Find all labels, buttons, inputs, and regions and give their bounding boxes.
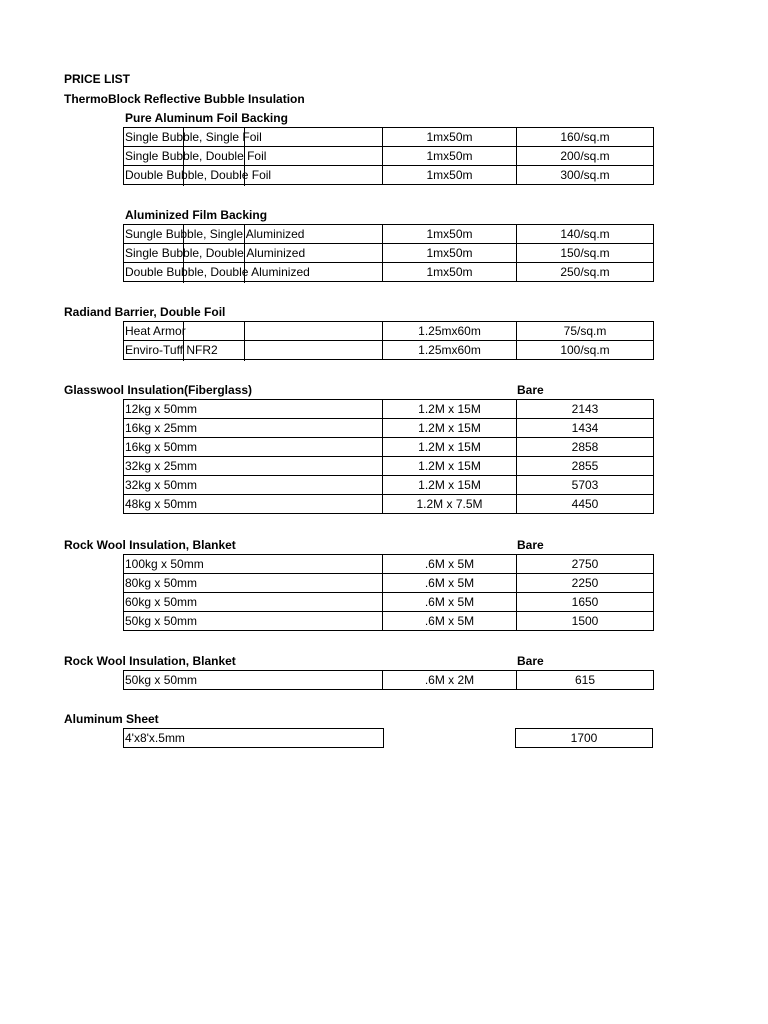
table-row — [124, 128, 654, 147]
table-row — [124, 555, 654, 574]
price-cell: 1650 — [517, 593, 654, 612]
section-heading-rockwool-2: Rock Wool Insulation, Blanket — [64, 654, 236, 668]
desc-cell: 16kg x 25mm — [124, 419, 383, 438]
table-row — [124, 147, 654, 166]
aluminum-desc-cell: 4'x8'x.5mm — [123, 728, 384, 748]
section-heading-glasswool: Glasswool Insulation(Fiberglass) — [64, 383, 253, 397]
price-cell: 2858 — [517, 438, 654, 457]
price-cell: 4450 — [517, 495, 654, 514]
table-row — [124, 322, 654, 341]
desc-cell: Double Bubble, Double Aluminized — [124, 263, 383, 282]
price-cell: 200/sq.m — [517, 147, 654, 166]
size-cell: 1.2M x 15M — [383, 438, 517, 457]
table-row — [124, 438, 654, 457]
size-cell: 1.2M x 15M — [383, 400, 517, 419]
desc-cell: 100kg x 50mm — [124, 555, 383, 574]
size-cell: 1mx50m — [383, 244, 517, 263]
page-title: PRICE LIST — [64, 72, 131, 86]
desc-cell: 50kg x 50mm — [124, 671, 383, 690]
size-cell: 1mx50m — [383, 225, 517, 244]
desc-cell: 80kg x 50mm — [124, 574, 383, 593]
size-cell: 1.25mx60m — [383, 322, 517, 341]
price-cell: 250/sq.m — [517, 263, 654, 282]
desc-cell: 32kg x 25mm — [124, 457, 383, 476]
radiand-table — [123, 321, 654, 360]
table-row — [124, 574, 654, 593]
table-row — [124, 457, 654, 476]
table-row — [124, 593, 654, 612]
column-divider — [244, 224, 245, 283]
table-row — [124, 166, 654, 185]
film-table — [123, 224, 654, 282]
desc-cell: Double Bubble, Double Foil — [124, 166, 383, 185]
size-cell: 1mx50m — [383, 147, 517, 166]
price-cell: 2250 — [517, 574, 654, 593]
rockwool-table — [123, 554, 654, 631]
size-cell: .6M x 5M — [383, 612, 517, 631]
size-cell: 1.2M x 7.5M — [383, 495, 517, 514]
rockwool-2-table — [123, 670, 654, 690]
page-subtitle: ThermoBlock Reflective Bubble Insulation — [64, 92, 305, 106]
desc-cell: 48kg x 50mm — [124, 495, 383, 514]
size-cell: .6M x 2M — [383, 671, 517, 690]
size-cell: .6M x 5M — [383, 574, 517, 593]
desc-cell: 50kg x 50mm — [124, 612, 383, 631]
section-heading-aluminum: Aluminum Sheet — [64, 712, 159, 726]
table-row — [124, 341, 654, 360]
price-cell: 150/sq.m — [517, 244, 654, 263]
aluminum-price-cell: 1700 — [515, 728, 653, 748]
desc-cell: Single Bubble, Single Foil — [124, 128, 383, 147]
size-cell: 1.25mx60m — [383, 341, 517, 360]
size-cell: .6M x 5M — [383, 555, 517, 574]
price-cell: 160/sq.m — [517, 128, 654, 147]
price-cell: 75/sq.m — [517, 322, 654, 341]
desc-cell: Single Bubble, Double Aluminized — [124, 244, 383, 263]
table-row — [124, 263, 654, 282]
glasswool-table — [123, 399, 654, 514]
table-row — [124, 244, 654, 263]
desc-cell: Heat Armor — [124, 322, 383, 341]
section-heading-rockwool: Rock Wool Insulation, Blanket — [64, 538, 236, 552]
section-heading-film: Aluminized Film Backing — [125, 208, 268, 222]
column-divider — [183, 321, 184, 361]
price-cell: 100/sq.m — [517, 341, 654, 360]
desc-cell: 32kg x 50mm — [124, 476, 383, 495]
price-cell: 2143 — [517, 400, 654, 419]
desc-cell: Sungle Bubble, Single Aluminized — [124, 225, 383, 244]
size-cell: 1mx50m — [383, 166, 517, 185]
price-cell: 2750 — [517, 555, 654, 574]
price-cell: 615 — [517, 671, 654, 690]
column-label-bare: Bare — [517, 538, 544, 552]
desc-cell: 16kg x 50mm — [124, 438, 383, 457]
price-cell: 5703 — [517, 476, 654, 495]
size-cell: 1.2M x 15M — [383, 419, 517, 438]
size-cell: 1mx50m — [383, 128, 517, 147]
pure-foil-table — [123, 127, 654, 185]
price-cell: 140/sq.m — [517, 225, 654, 244]
desc-cell: 60kg x 50mm — [124, 593, 383, 612]
table-row — [124, 476, 654, 495]
section-heading-pure-foil: Pure Aluminum Foil Backing — [125, 111, 288, 125]
table-row — [124, 612, 654, 631]
table-row — [124, 671, 654, 690]
desc-cell: Single Bubble, Double Foil — [124, 147, 383, 166]
column-divider — [183, 127, 184, 186]
column-divider — [244, 321, 245, 361]
price-cell: 2855 — [517, 457, 654, 476]
table-row — [124, 225, 654, 244]
column-divider — [183, 224, 184, 283]
column-divider — [244, 127, 245, 186]
size-cell: .6M x 5M — [383, 593, 517, 612]
column-label-bare: Bare — [517, 383, 544, 397]
table-row — [124, 419, 654, 438]
table-row — [124, 495, 654, 514]
desc-cell: 12kg x 50mm — [124, 400, 383, 419]
price-cell: 300/sq.m — [517, 166, 654, 185]
desc-cell: Enviro-Tuff NFR2 — [124, 341, 383, 360]
size-cell: 1.2M x 15M — [383, 457, 517, 476]
size-cell: 1.2M x 15M — [383, 476, 517, 495]
column-label-bare: Bare — [517, 654, 544, 668]
price-cell: 1500 — [517, 612, 654, 631]
table-row — [124, 400, 654, 419]
size-cell: 1mx50m — [383, 263, 517, 282]
price-cell: 1434 — [517, 419, 654, 438]
section-heading-radiand: Radiand Barrier, Double Foil — [64, 305, 226, 319]
